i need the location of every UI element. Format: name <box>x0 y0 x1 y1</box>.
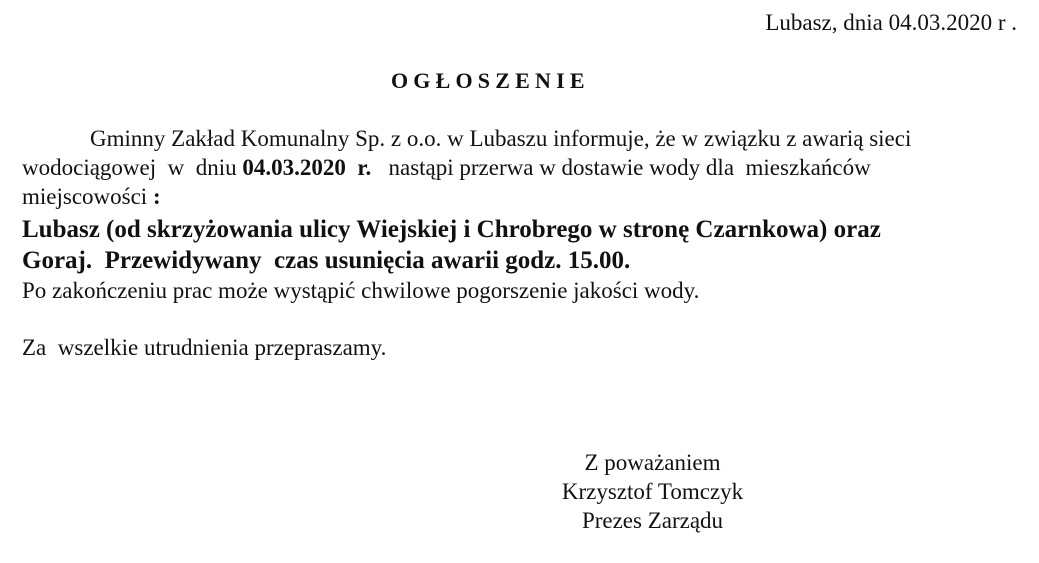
signature-closing: Z poważaniem <box>584 450 721 475</box>
intro-line-3-text: miejscowości <box>22 184 153 209</box>
signature-block <box>520 448 785 535</box>
place-date: Lubasz, dnia 04.03.2020 r . <box>765 10 1017 35</box>
intro-line-3 <box>22 182 1022 211</box>
intro-line-2 <box>22 153 1022 182</box>
apology-text: Za wszelkie utrudnienia przepraszamy. <box>22 335 387 360</box>
intro-line-1-text: Gminny Zakład Komunalny Sp. z o.o. w Lubaszu informuje, że w związku z awarią sieci <box>90 126 912 151</box>
intro-line-1 <box>22 124 1022 153</box>
signature-role: Prezes Zarządu <box>581 508 724 533</box>
intro-paragraph <box>22 124 1022 211</box>
intro-line-2-post: nastąpi przerwa w dostawie wody dla mieszkańców <box>371 155 871 180</box>
signature-name: Krzysztof Tomczyk <box>561 479 744 504</box>
affected-area <box>22 214 881 276</box>
outage-date: 04.03.2020 r. <box>242 155 372 180</box>
after-note: Po zakończeniu prac może wystąpić chwilowe pogorszenie jakości wody. <box>22 278 700 303</box>
intro-line-2-pre: wodociągowej w dniu <box>22 155 243 180</box>
announcement-heading: OGŁOSZENIE <box>391 68 590 93</box>
affected-area-line-2: Goraj. Przewidywany czas usunięcia awarii godz. 15.00. <box>22 247 631 274</box>
intro-line-3-colon: : <box>152 184 161 209</box>
affected-area-line-1: Lubasz (od skrzyżowania ulicy Wiejskiej i Chrobrego w stronę Czarnkowa) oraz <box>22 216 881 243</box>
